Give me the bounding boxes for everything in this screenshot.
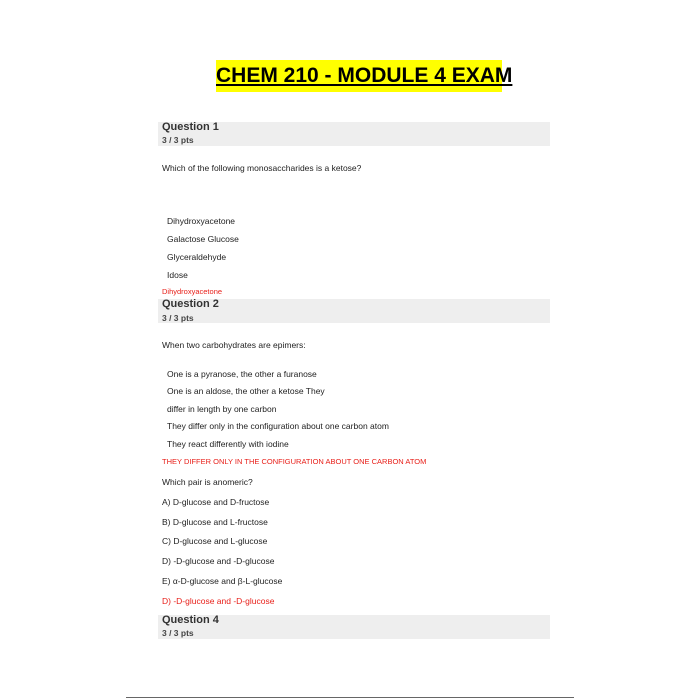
question-3-option: A) D-glucose and D-fructose — [162, 497, 270, 507]
question-2-option: One is an aldose, the other a ketose They — [167, 386, 325, 396]
question-2-answer: THEY DIFFER ONLY IN THE CONFIGURATION ABOUT ONE CARBON ATOM — [162, 457, 427, 466]
question-1-name: Question 1 — [162, 121, 219, 133]
question-2-points: 3 / 3 pts — [162, 313, 194, 323]
question-3-answer: D) -D-glucose and -D-glucose — [162, 596, 275, 606]
question-2-name: Question 2 — [162, 298, 219, 310]
question-3-option: C) D-glucose and L-glucose — [162, 536, 268, 546]
question-3-option: D) -D-glucose and -D-glucose — [162, 556, 275, 566]
question-2-option: One is a pyranose, the other a furanose — [167, 369, 317, 379]
question-3-option: E) α-D-glucose and β-L-glucose — [162, 576, 283, 586]
question-4-name: Question 4 — [162, 614, 219, 626]
question-3-option: B) D-glucose and L-fructose — [162, 517, 268, 527]
question-4-points: 3 / 3 pts — [162, 628, 194, 638]
question-2-option: differ in length by one carbon — [167, 404, 277, 414]
question-2-option: They differ only in the configuration about one carbon atom — [167, 421, 389, 431]
question-1-option: Galactose Glucose — [167, 234, 239, 244]
question-1-option: Glyceraldehyde — [167, 252, 227, 262]
question-2-prompt: When two carbohydrates are epimers: — [162, 340, 306, 350]
question-1-option: Dihydroxyacetone — [167, 216, 236, 226]
question-3-prompt: Which pair is anomeric? — [162, 477, 253, 487]
page-divider — [126, 697, 574, 698]
question-2-option: They react differently with iodine — [167, 439, 289, 449]
question-1-prompt: Which of the following monosaccharides is a ketose? — [162, 163, 362, 173]
question-1-answer: Dihydroxyacetone — [162, 287, 223, 296]
question-1-option: Idose — [167, 270, 188, 280]
exam-title: CHEM 210 - MODULE 4 EXAM — [216, 60, 502, 92]
question-1-points: 3 / 3 pts — [162, 135, 194, 145]
